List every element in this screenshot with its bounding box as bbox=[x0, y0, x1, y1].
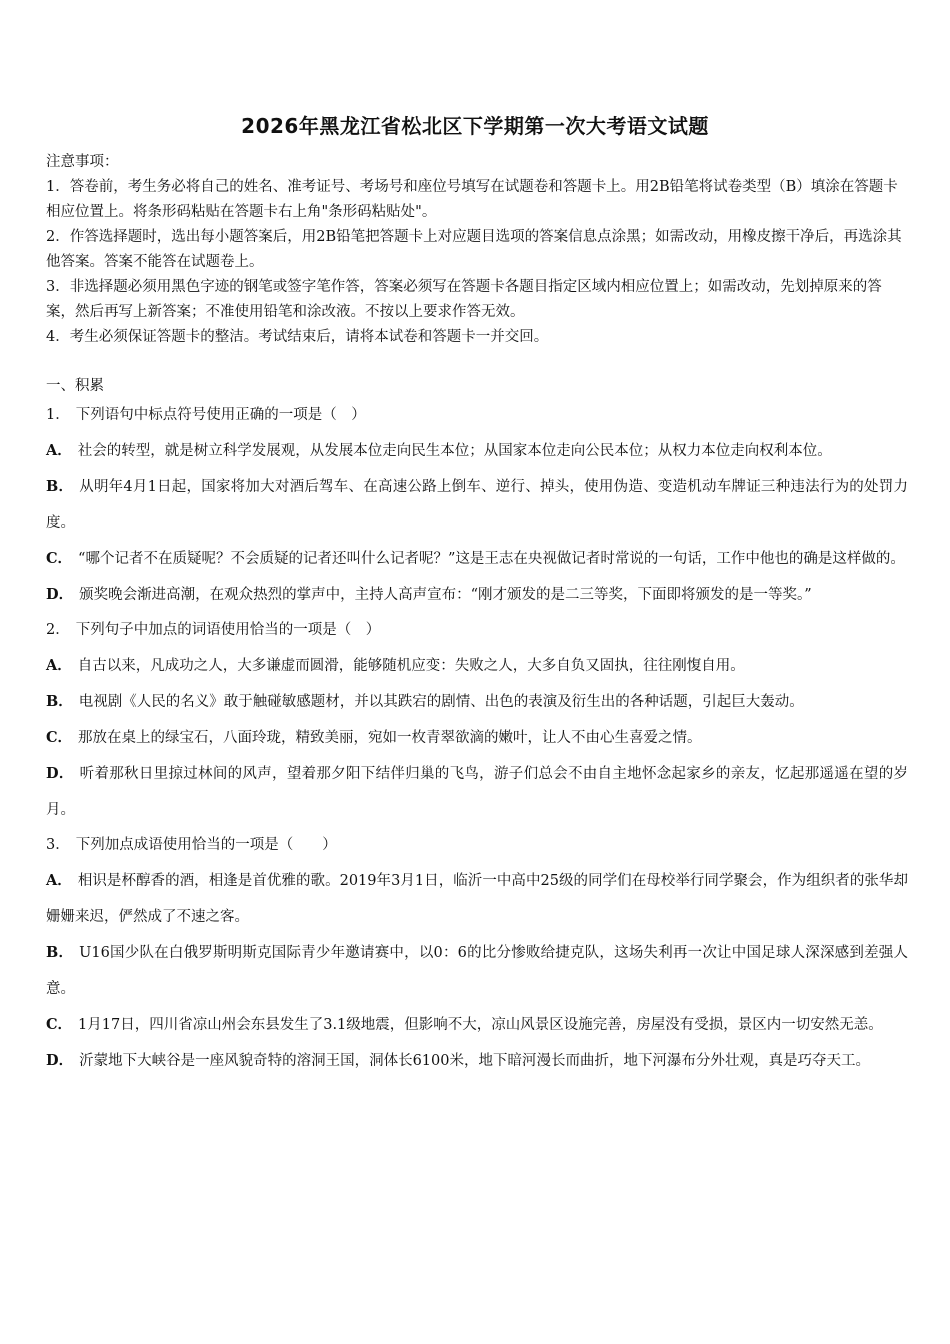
question-1-option-a bbox=[46, 433, 908, 469]
question-2-option-a bbox=[46, 648, 908, 684]
notice-block bbox=[46, 150, 908, 350]
option-key: C． bbox=[46, 550, 73, 567]
question-number: 1． bbox=[46, 407, 70, 423]
section-heading: 一、积累 bbox=[46, 378, 104, 394]
question-1-option-c bbox=[46, 541, 908, 577]
question-2-option-d bbox=[46, 756, 908, 828]
question-1-stem bbox=[46, 398, 908, 433]
option-key: C． bbox=[46, 729, 73, 746]
question-3-stem bbox=[46, 828, 908, 863]
option-key: B． bbox=[46, 944, 74, 961]
option-text: 沂蒙地下大峡谷是一座风貌奇特的溶洞王国，洞体长6100米，地下暗河漫长而曲折，地下河瀑布分外壮观，真是巧夺天工。 bbox=[79, 1053, 870, 1069]
option-text: 那放在桌上的绿宝石，八面玲珑，精致美丽，宛如一枚青翠欲滴的嫩叶，让人不由心生喜爱之情。 bbox=[78, 730, 702, 746]
option-key: A． bbox=[46, 657, 72, 674]
option-text: U16国少队在白俄罗斯明斯克国际青少年邀请赛中，以0：6的比分惨败给捷克队，这场失利再一次让中国足球人深深感到差强人意。 bbox=[46, 945, 908, 997]
page-title: 2026年黑龙江省松北区下学期第一次大考语文试题 bbox=[241, 114, 709, 138]
question-3-option-a bbox=[46, 863, 908, 935]
question-1-option-d bbox=[46, 577, 908, 613]
option-key: D． bbox=[46, 765, 74, 782]
question-3-option-b bbox=[46, 935, 908, 1007]
option-key: A． bbox=[46, 442, 72, 459]
option-text: 电视剧《人民的名义》敢于触碰敏感题材，并以其跌宕的剧情、出色的表演及衍生出的各种话题，引起巨大轰动。 bbox=[78, 694, 804, 710]
question-number: 2． bbox=[46, 622, 70, 638]
option-key: C． bbox=[46, 1016, 73, 1033]
option-key: A． bbox=[46, 872, 72, 889]
question-text: 下列加点成语使用恰当的一项是（ ） bbox=[75, 837, 337, 853]
option-text: 颁奖晚会渐进高潮，在观众热烈的掌声中，主持人高声宣布：“刚才颁发的是二三等奖，下面即将颁发的是一等奖。” bbox=[79, 587, 812, 603]
option-key: B． bbox=[46, 478, 74, 495]
notice-item: 4．考生必须保证答题卡的整洁。考试结束后，请将本试卷和答题卡一并交回。 bbox=[46, 329, 549, 345]
notice-item: 2．作答选择题时，选出每小题答案后，用2B铅笔把答题卡上对应题目选项的答案信息点涂黑；如需改动，用橡皮擦干净后，再选涂其他答案。答案不能答在试题卷上。 bbox=[46, 229, 902, 270]
option-key: D． bbox=[46, 1052, 74, 1069]
option-text: 社会的转型，就是树立科学发展观，从发展本位走向民生本位；从国家本位走向公民本位；从权力本位走向权利本位。 bbox=[77, 443, 832, 459]
option-text: 相识是杯醇香的酒，相逢是首优雅的歌。2019年3月1日，临沂一中高中25级的同学们在母校举行同学聚会，作为组织者的张华却姗姗来迟，俨然成了不速之客。 bbox=[46, 873, 908, 925]
question-2-option-b bbox=[46, 684, 908, 720]
option-key: D． bbox=[46, 586, 74, 603]
option-text: 1月17日，四川省凉山州会东县发生了3.1级地震，但影响不大，凉山风景区设施完善，房屋没有受损，景区内一切安然无恙。 bbox=[78, 1017, 883, 1033]
question-2-option-c bbox=[46, 720, 908, 756]
option-text: “哪个记者不在质疑呢？不会质疑的记者还叫什么记者呢？”这是王志在央视做记者时常说的一句话，工作中他也的确是这样做的。 bbox=[78, 551, 905, 567]
notice-item: 3．非选择题必须用黑色字迹的钢笔或签字笔作答，答案必须写在答题卡各题目指定区域内相应位置上；如需改动，先划掉原来的答案，然后再写上新答案；不准使用铅笔和涂改液。不按以上要求作答无效。 bbox=[46, 279, 882, 320]
question-number: 3． bbox=[46, 837, 70, 853]
question-3-option-c bbox=[46, 1007, 908, 1043]
question-text: 下列句子中加点的词语使用恰当的一项是（ ） bbox=[75, 622, 381, 638]
question-text: 下列语句中标点符号使用正确的一项是（ ） bbox=[75, 407, 366, 423]
notice-heading: 注意事项： bbox=[46, 154, 119, 170]
notice-item: 1．答卷前，考生务必将自己的姓名、准考证号、考场号和座位号填写在试题卷和答题卡上。用2B铅笔将试卷类型（B）填涂在答题卡相应位置上。将条形码粘贴在答题卡右上角"条形码粘贴处"。 bbox=[46, 179, 898, 220]
option-key: B． bbox=[46, 693, 73, 710]
question-3-option-d bbox=[46, 1043, 908, 1079]
option-text: 从明年4月1日起，国家将加大对酒后驾车、在高速公路上倒车、逆行、掉头，使用伪造、变造机动车牌证三种违法行为的处罚力度。 bbox=[46, 479, 908, 531]
question-1-option-b bbox=[46, 469, 908, 541]
option-text: 自古以来，凡成功之人，大多谦虚而圆滑，能够随机应变：失败之人，大多自负又固执，往往刚愎自用。 bbox=[77, 658, 745, 674]
section-accumulation bbox=[46, 374, 908, 1079]
option-text: 听着那秋日里掠过林间的风声，望着那夕阳下结伴归巢的飞鸟，游子们总会不由自主地怀念起家乡的亲友，忆起那遥遥在望的岁月。 bbox=[46, 766, 908, 818]
question-2-stem bbox=[46, 613, 908, 648]
